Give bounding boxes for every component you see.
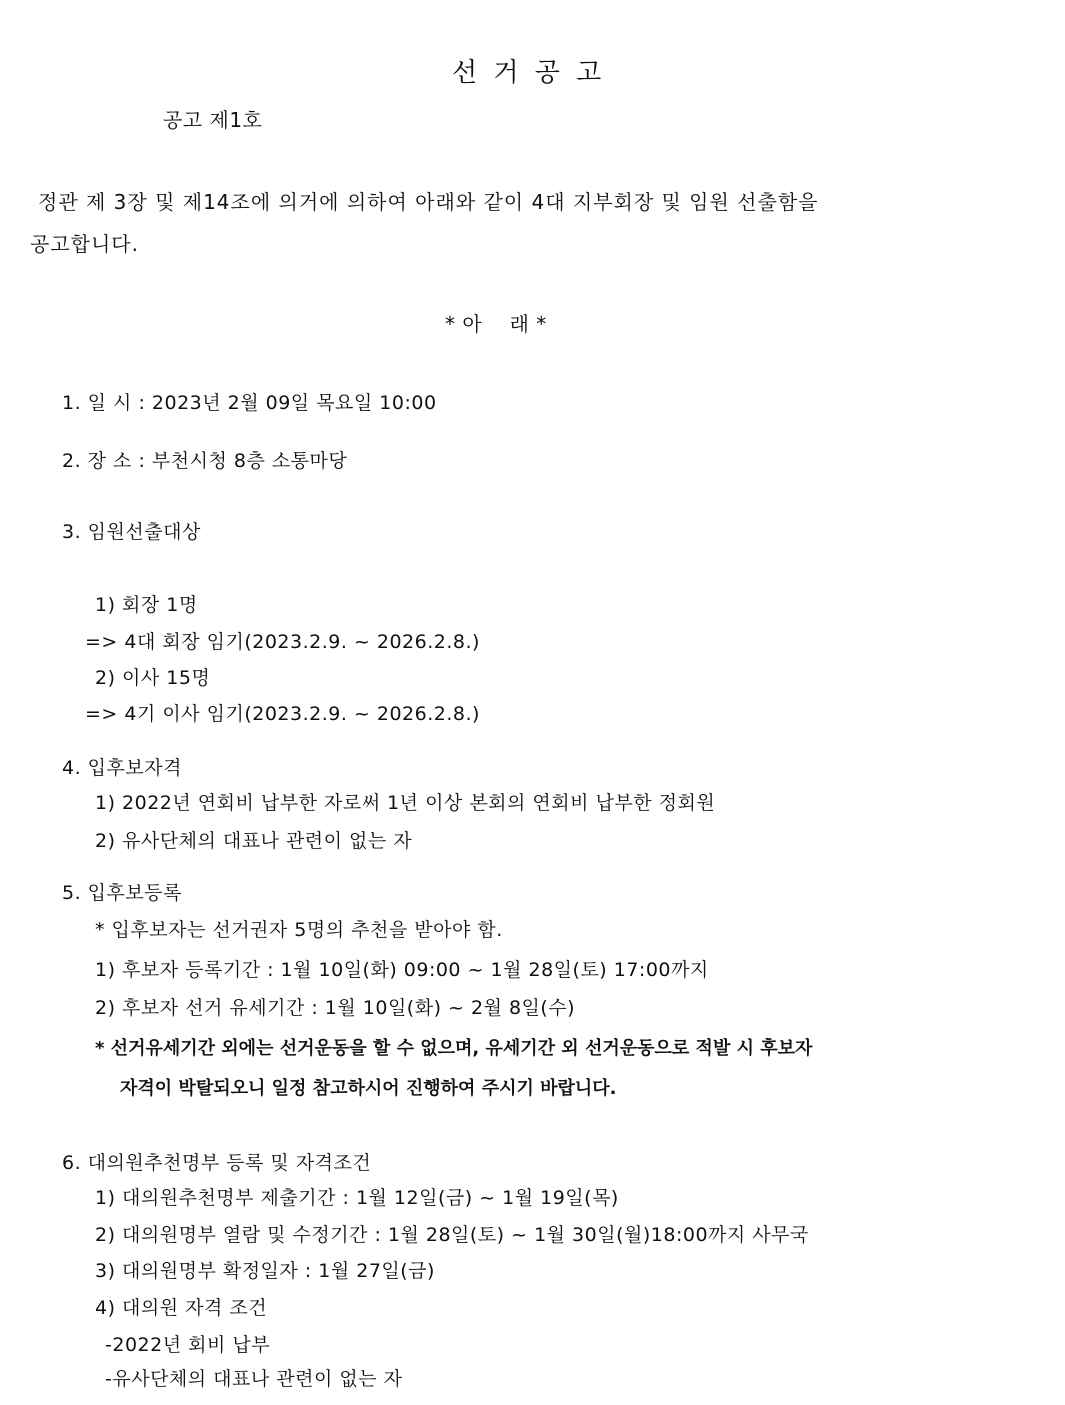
targets-directors-term: => 4기 이사 임기(2023.2.9. ~ 2026.2.8.) bbox=[85, 703, 480, 725]
intro-paragraph-line2: 공고합니다. bbox=[30, 232, 139, 256]
delegates-criteria-unaffiliated: -유사단체의 대표나 관련이 없는 자 bbox=[105, 1368, 403, 1390]
registration-title: 5. 입후보등록 bbox=[62, 882, 182, 904]
qualification-line1: 1) 2022년 연회비 납부한 자로써 1년 이상 본회의 연회비 납부한 정회원 bbox=[95, 792, 716, 814]
notice-number: 공고 제1호 bbox=[163, 108, 263, 132]
registration-period: 1) 후보자 등록기간 : 1월 10일(화) 09:00 ~ 1월 28일(토) 17:00까지 bbox=[95, 959, 709, 981]
registration-note: * 입후보자는 선거권자 5명의 추천을 받아야 함. bbox=[95, 919, 503, 941]
campaign-warning-line1: * 선거유세기간 외에는 선거운동을 할 수 없으며, 유세기간 외 선거운동으로 적발 시 후보자 bbox=[95, 1038, 813, 1059]
campaign-warning-line2: 자격이 박탈되오니 일정 참고하시어 진행하여 주시기 바랍니다. bbox=[120, 1078, 617, 1099]
document-title: 선 거 공 고 bbox=[452, 58, 606, 88]
delegates-title: 6. 대의원추천명부 등록 및 자격조건 bbox=[62, 1152, 372, 1174]
delegates-submission-period: 1) 대의원추천명부 제출기간 : 1월 12일(금) ~ 1월 19일(목) bbox=[95, 1187, 619, 1209]
targets-directors: 2) 이사 15명 bbox=[95, 667, 211, 689]
delegates-confirm-date: 3) 대의원명부 확정일자 : 1월 27일(금) bbox=[95, 1260, 435, 1282]
item-date: 1. 일 시 : 2023년 2월 09일 목요일 10:00 bbox=[62, 392, 437, 414]
targets-title: 3. 임원선출대상 bbox=[62, 521, 201, 543]
delegates-criteria-dues: -2022년 회비 납부 bbox=[105, 1334, 271, 1356]
item-place: 2. 장 소 : 부천시청 8층 소통마당 bbox=[62, 450, 348, 472]
qualification-line2: 2) 유사단체의 대표나 관련이 없는 자 bbox=[95, 830, 413, 852]
qualification-title: 4. 입후보자격 bbox=[62, 757, 182, 779]
delegates-criteria-title: 4) 대의원 자격 조건 bbox=[95, 1297, 268, 1319]
campaign-period: 2) 후보자 선거 유세기간 : 1월 10일(화) ~ 2월 8일(수) bbox=[95, 997, 576, 1019]
section-heading: * 아 래 * bbox=[445, 312, 547, 336]
delegates-review-period: 2) 대의원명부 열람 및 수정기간 : 1월 28일(토) ~ 1월 30일(월)18:00까지 사무국 bbox=[95, 1224, 809, 1246]
intro-paragraph-line1: 정관 제 3장 및 제14조에 의거에 의하여 아래와 같이 4대 지부회장 및 임원 선출함을 bbox=[38, 190, 819, 214]
targets-president-term: => 4대 회장 임기(2023.2.9. ~ 2026.2.8.) bbox=[85, 631, 480, 653]
targets-president: 1) 회장 1명 bbox=[95, 594, 198, 616]
